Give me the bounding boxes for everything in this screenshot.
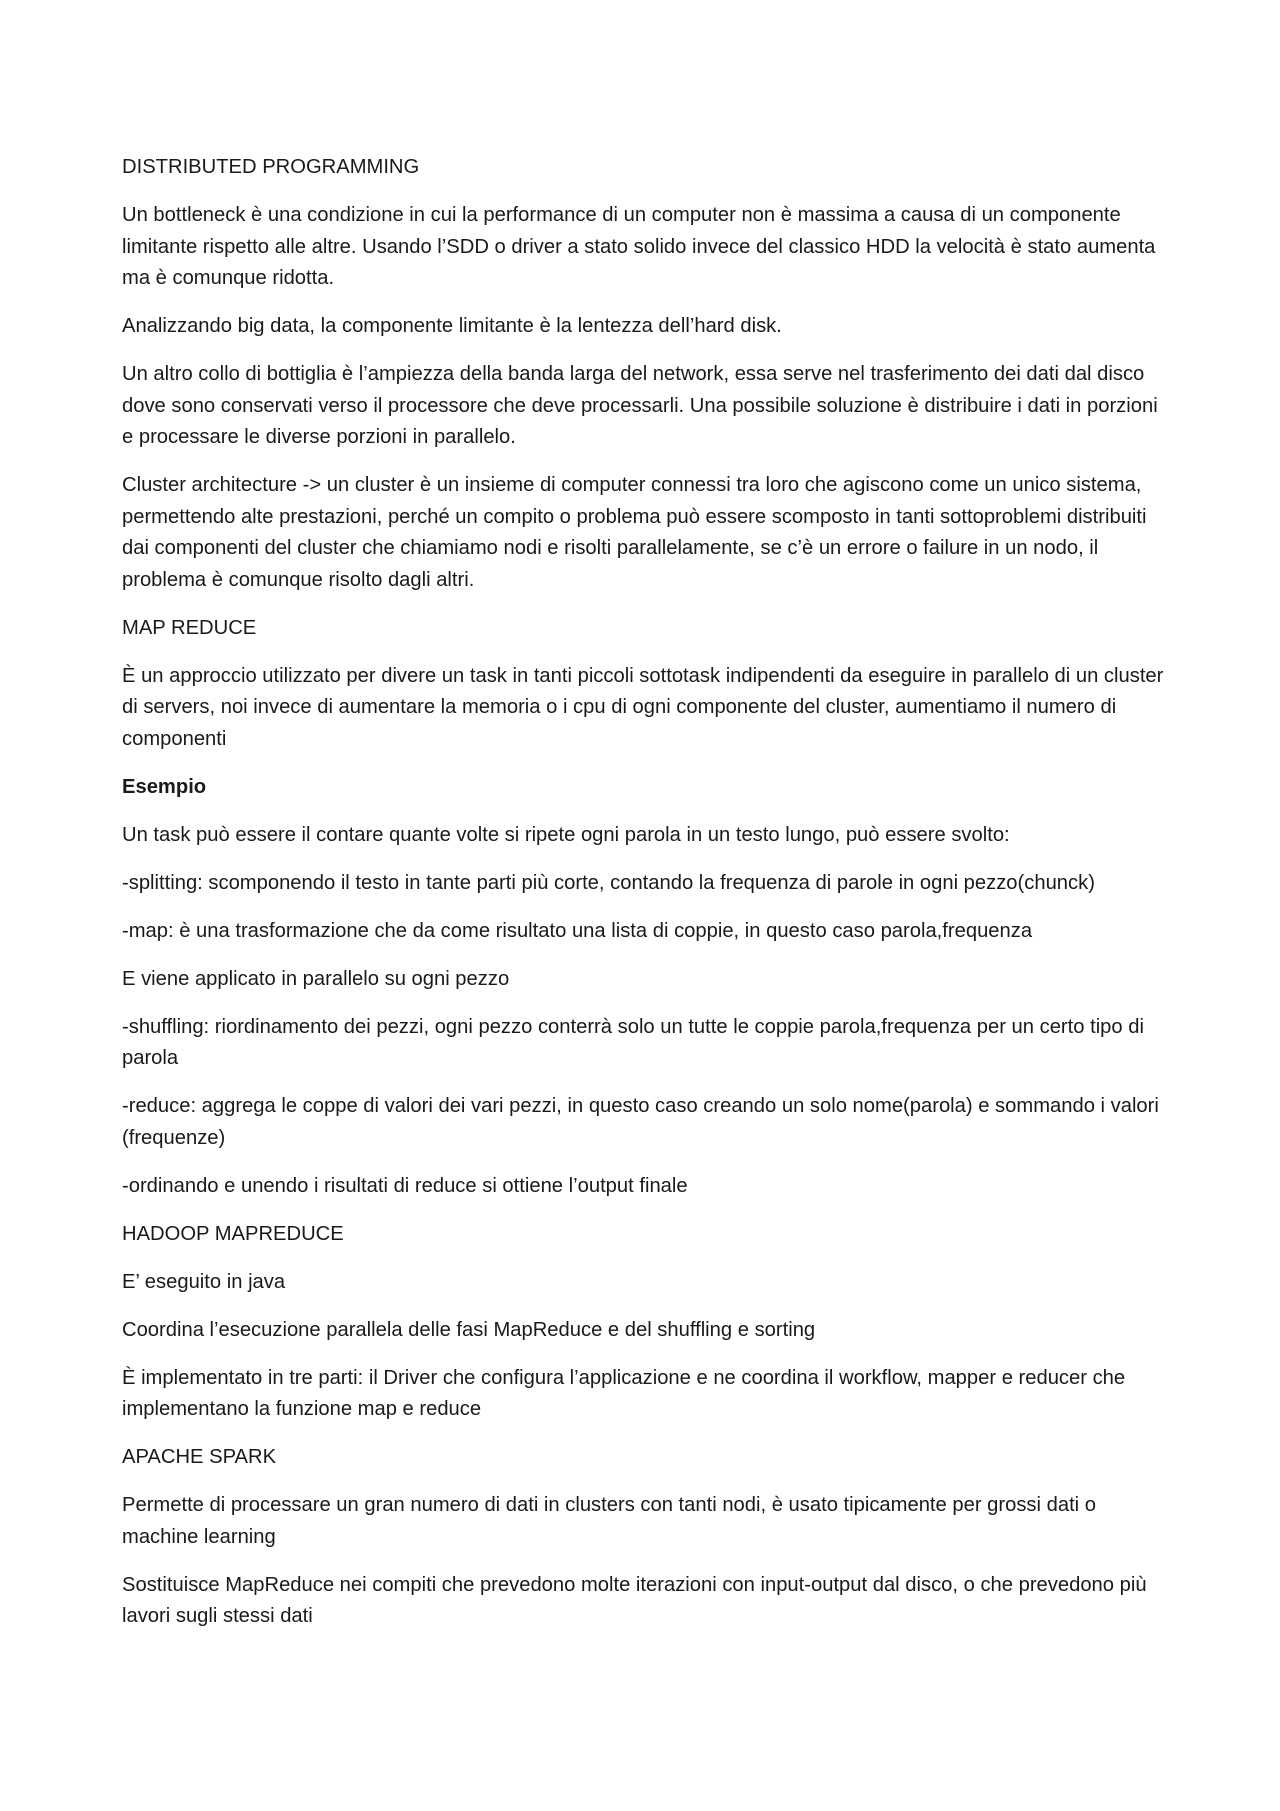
paragraph-network: Un altro collo di bottiglia è l’ampiezza della banda larga del network, essa serve nel trasferimento dei dati dal disco dove sono conservati verso il processore che deve processarli. Una possibile soluzione è distribuire i dati in porzioni e processare le diverse porzioni in parallelo. [122,363,1158,448]
paragraph-implementato: È implementato in tre parti: il Driver che configura l’applicazione e ne coordina il workflow, mapper e reducer che implementano la funzione map e reduce [122,1366,1126,1420]
paragraph-task: Un task può essere il contare quante volte si ripete ogni parola in un testo lungo, può essere svolto: [122,823,1010,846]
section-heading-hadoop: HADOOP MAPREDUCE [122,1222,344,1245]
paragraph-parallel: E viene applicato in parallelo su ogni pezzo [122,967,510,990]
paragraph-map-reduce: È un approccio utilizzato per divere un task in tanti piccoli sottotask indipendenti da eseguire in parallelo di un cluster di servers, noi invece di aumentare la memoria o i cpu di ogni componente del cluster, aumentiamo il numero di componenti [122,664,1164,750]
paragraph-sostituisce: Sostituisce MapReduce nei compiti che prevedono molte iterazioni con input-output dal disco, o che prevedono più lavori sugli stessi dati [122,1573,1147,1627]
paragraph-java: E’ eseguito in java [122,1270,286,1293]
paragraph-shuffling: -shuffling: riordinamento dei pezzi, ogni pezzo conterrà solo un tutte le coppie parola,frequenza per un certo tipo di parola [122,1015,1144,1069]
paragraph-splitting: -splitting: scomponendo il testo in tante parti più corte, contando la frequenza di parole in ogni pezzo(chunck) [122,871,1095,894]
paragraph-coordina: Coordina l’esecuzione parallela delle fasi MapReduce e del shuffling e sorting [122,1318,816,1341]
paragraph-map: -map: è una trasformazione che da come risultato una lista di coppie, in questo caso parola,frequenza [122,919,1033,942]
paragraph-reduce: -reduce: aggrega le coppe di valori dei vari pezzi, in questo caso creando un solo nome(parola) e sommando i valori (frequenze) [122,1095,1159,1149]
example-heading: Esempio [122,775,207,798]
paragraph-bottleneck: Un bottleneck è una condizione in cui la performance di un computer non è massima a causa di un componente limitante rispetto alle altre. Usando l’SDD o driver a stato solido invece del classico HDD la velocità è stato aumenta ma è comunque ridotta. [122,204,1156,289]
paragraph-spark: Permette di processare un gran numero di dati in clusters con tanti nodi, è usato tipicamente per grossi dati o machine learning [122,1494,1097,1548]
paragraph-cluster: Cluster architecture -> un cluster è un insieme di computer connessi tra loro che agiscono come un unico sistema, permettendo alte prestazioni, perché un compito o problema può essere scomposto in tanti sottoproblemi distribuiti dai componenti del cluster che chiamiamo nodi e risolti parallelamente, se c’è un errore o failure in un nodo, il problema è comunque risolto dagli altri. [122,474,1147,591]
document-title: DISTRIBUTED PROGRAMMING [122,156,420,178]
section-heading-spark: APACHE SPARK [122,1446,277,1468]
paragraph-output: -ordinando e unendo i risultati di reduce si ottiene l’output finale [122,1174,688,1197]
section-heading-map-reduce: MAP REDUCE [122,616,257,639]
paragraph-big-data: Analizzando big data, la componente limitante è la lentezza dell’hard disk. [122,315,782,337]
document-body [122,152,1172,1649]
